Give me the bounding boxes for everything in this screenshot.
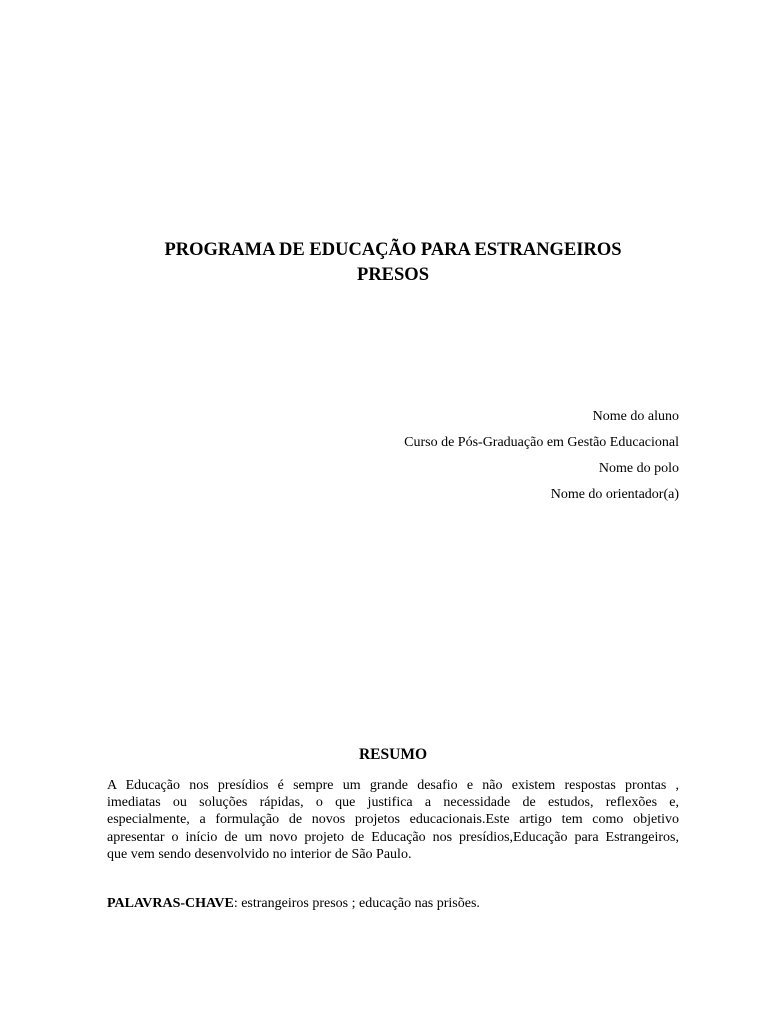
document-title [107, 238, 679, 288]
abstract-line: que vem sendo desenvolvido no interior de São Paulo. [107, 846, 412, 862]
abstract-line: apresentar o início de um novo projeto de Educação nos presídios,Educação para Estrangeiros, [107, 829, 679, 845]
abstract-heading: RESUMO [358, 746, 428, 763]
student-name: Nome do aluno [592, 409, 679, 424]
keywords-label: PALAVRAS-CHAVE [107, 896, 234, 911]
title-line-2: PRESOS [357, 265, 429, 285]
author-info-block [300, 404, 679, 508]
abstract-line: especialmente, a formulação de novos projetos educacionais.Este artigo tem como objetivo [107, 812, 679, 828]
title-line-1: PROGRAMA DE EDUCAÇÃO PARA ESTRANGEIROS [164, 240, 622, 260]
abstract-body [107, 777, 679, 863]
keywords-text: : estrangeiros presos ; educação nas prisões. [233, 896, 480, 911]
polo-name: Nome do polo [598, 461, 679, 476]
abstract-line: imediatas ou soluções rápidas, o que justifica a necessidade de estudos, reflexões e, [107, 795, 679, 811]
advisor-name: Nome do orientador(a) [550, 487, 679, 502]
keywords-paragraph [107, 894, 679, 914]
course-name: Curso de Pós-Graduação em Gestão Educacional [404, 435, 679, 450]
abstract-line: A Educação nos presídios é sempre um grande desafio e não existem respostas prontas , [107, 778, 679, 793]
